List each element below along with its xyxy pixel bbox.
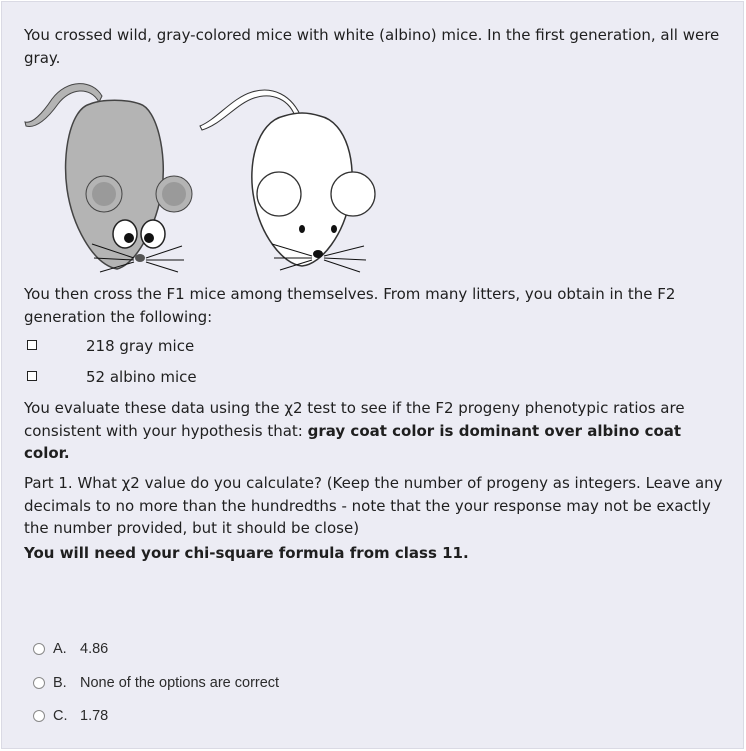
question-panel — [1, 1, 744, 749]
part1-text: Part 1. What χ2 value do you calculate? (Keep the number of progeny as integers. Leave any decimals to no more than the hundredths - note that the your response may not be exactly the number provided, but it should be close) — [24, 474, 723, 537]
radio-button[interactable] — [33, 710, 45, 722]
result-text: 218 gray mice — [86, 337, 195, 355]
result-text: 52 albino mice — [86, 368, 197, 386]
intro-text: You crossed wild, gray-colored mice with white (albino) mice. In the first generation, all were gray. — [24, 26, 720, 67]
mice-illustration — [22, 74, 382, 279]
hypothesis-text — [24, 397, 729, 465]
albino-mouse-image — [200, 90, 375, 272]
option-text: None of the options are correct — [80, 675, 280, 691]
radio-button[interactable] — [33, 643, 45, 655]
radio-button[interactable] — [33, 677, 45, 689]
gray-mouse-image — [25, 84, 192, 272]
checkbox-icon — [27, 340, 37, 350]
option-text: 4.86 — [80, 641, 109, 657]
hypothesis-prefix: You evaluate these data using the χ2 test to see if the F2 progeny phenotypic ratios are consistent with your hypothesis that: — [24, 399, 685, 440]
checkbox-icon — [27, 371, 37, 381]
option-letter: C. — [53, 708, 68, 724]
option-letter: A. — [53, 641, 67, 657]
cross-text: You then cross the F1 mice among themselves. From many litters, you obtain in the F2 generation the following: — [24, 285, 676, 326]
option-letter: B. — [53, 675, 67, 691]
hypothesis-bold: gray coat color is dominant over albino coat color. — [24, 421, 682, 462]
formula-note: You will need your chi-square formula from class 11. — [24, 544, 469, 562]
option-text: 1.78 — [80, 708, 109, 724]
